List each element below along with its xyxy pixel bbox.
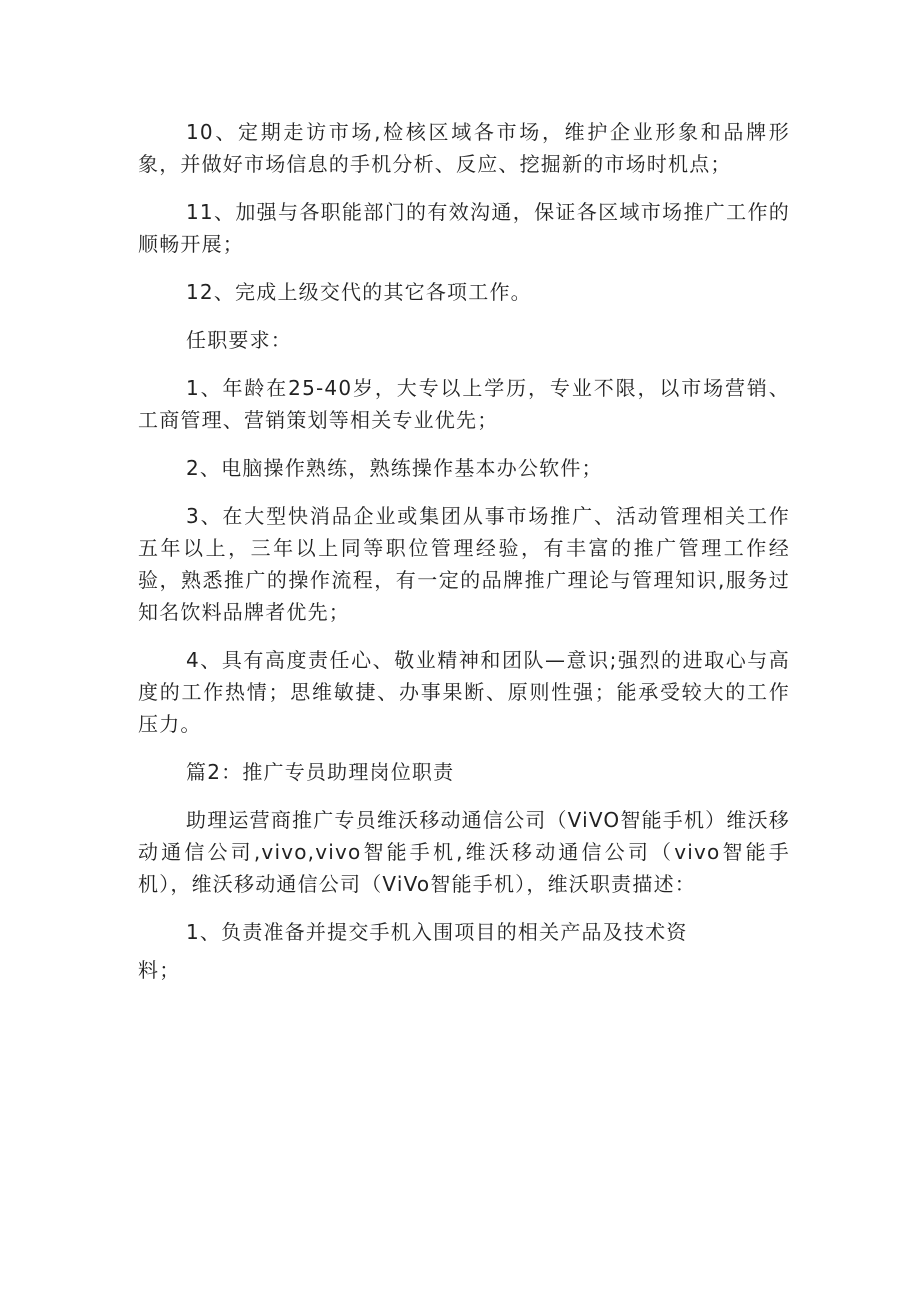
paragraph-requirement-3: 3、在大型快消品企业或集团从事市场推广、活动管理相关工作五年以上，三年以上同等职位管理经验，有丰富的推广管理工作经验，熟悉推广的操作流程，有一定的品牌推广理论与管理知识,服务过知名饮料品牌者优先；: [138, 504, 790, 624]
paragraph-duty-10: 10、定期走访市场,检核区域各市场，维护企业形象和品牌形象，并做好市场信息的手机分析、反应、挖掘新的市场时机点；: [138, 120, 790, 176]
paragraph-duty-1: 1、负责准备并提交手机入围项目的相关产品及技术资: [186, 920, 688, 944]
paragraph-requirement-4: 4、具有高度责任心、敬业精神和团队—意识;强烈的进取心与高度的工作热情；思维敏捷、办事果断、原则性强；能承受较大的工作压力。: [138, 648, 790, 736]
paragraph-duty-11: 11、加强与各职能部门的有效沟通，保证各区域市场推广工作的顺畅开展；: [138, 200, 790, 256]
paragraph-duty-12: 12、完成上级交代的其它各项工作。: [186, 280, 532, 304]
section-heading-requirements: 任职要求：: [186, 328, 292, 352]
paragraph-duty-1-continuation: 料；: [138, 958, 181, 982]
paragraph-requirement-2: 2、电脑操作熟练，熟练操作基本办公软件；: [186, 456, 603, 480]
paragraph-intro: 助理运营商推广专员维沃移动通信公司（ViVO智能手机）维沃移动通信公司,vivo,vivo智能手机,维沃移动通信公司（vivo智能手机），维沃移动通信公司（ViVo智能手机），维沃职责描述：: [138, 808, 790, 896]
document-body: [138, 116, 790, 1002]
paragraph-requirement-1: 1、年龄在25-40岁，大专以上学历，专业不限，以市场营销、工商管理、营销策划等相关专业优先；: [138, 376, 790, 432]
section-heading-article-2: 篇2：推广专员助理岗位职责: [186, 760, 455, 784]
